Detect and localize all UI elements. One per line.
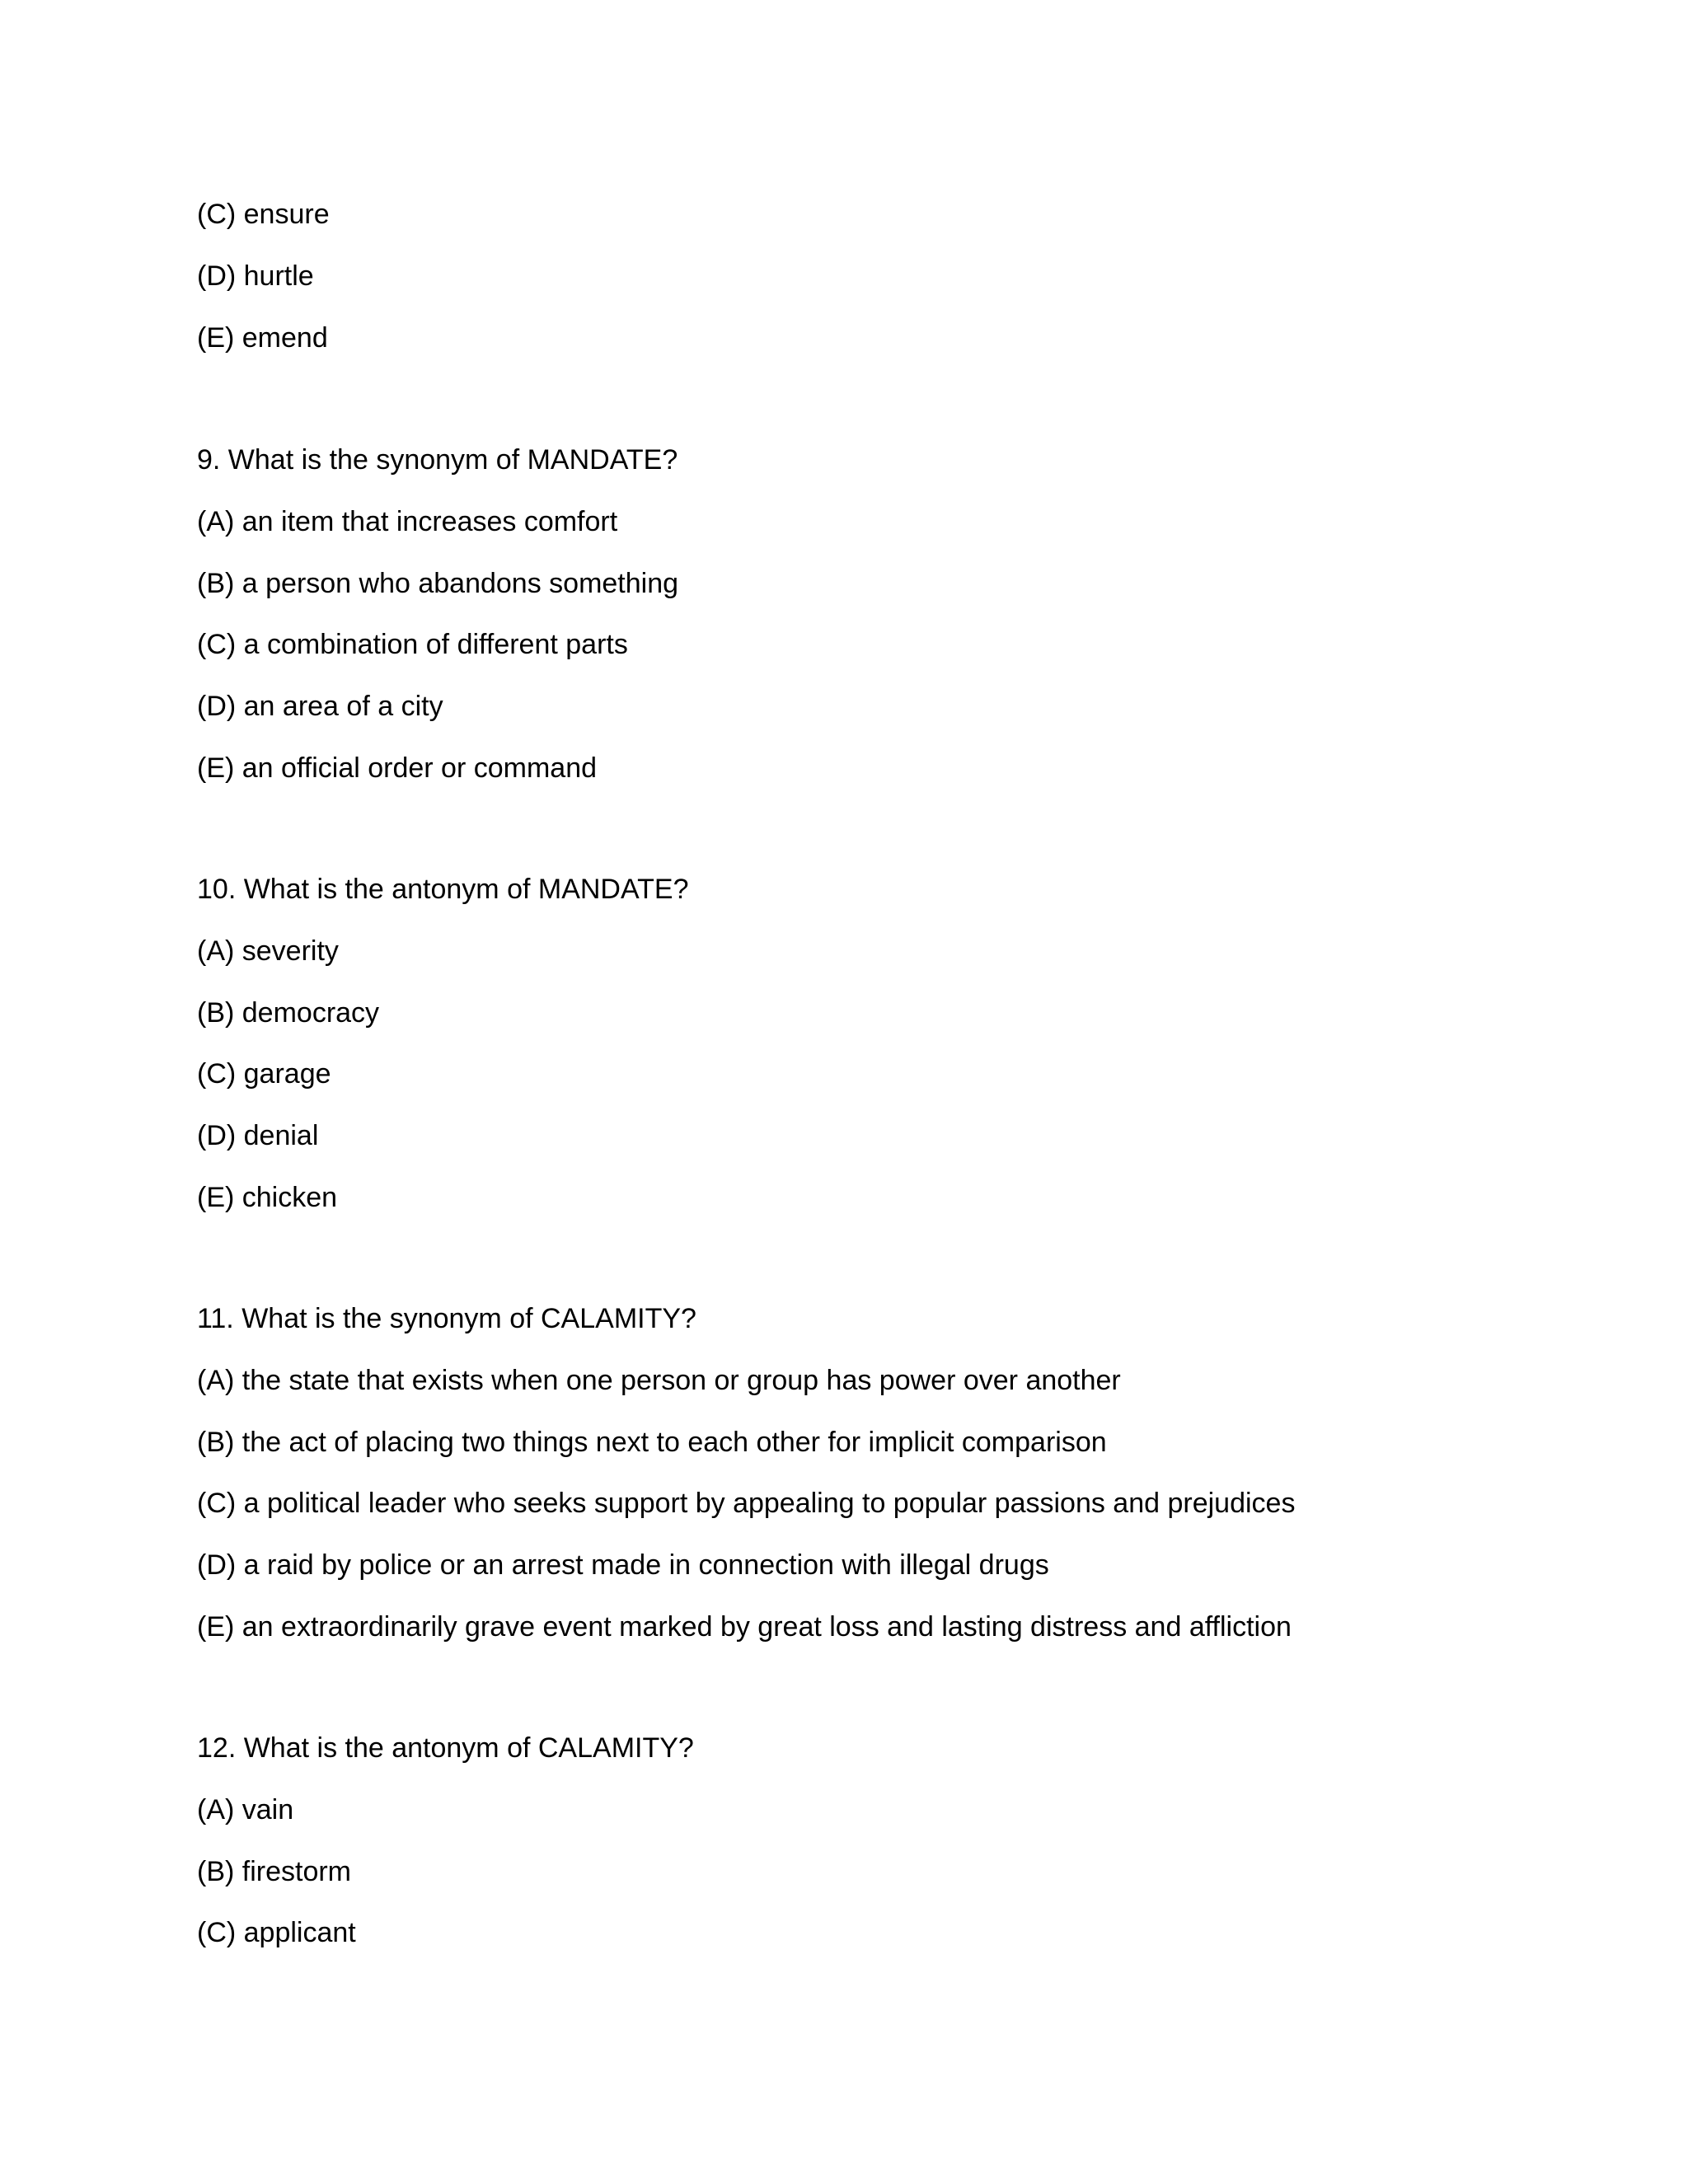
question-10-option-c: (C) garage [197, 1058, 331, 1090]
option-e-emend: (E) emend [197, 322, 328, 354]
question-11-option-d: (D) a raid by police or an arrest made in connection with illegal drugs [197, 1549, 1049, 1581]
question-12-prompt: 12. What is the antonym of CALAMITY? [197, 1732, 694, 1764]
question-10-option-a: (A) severity [197, 935, 339, 967]
question-12-option-a: (A) vain [197, 1794, 294, 1825]
question-11-option-a: (A) the state that exists when one person or group has power over another [197, 1365, 1121, 1396]
question-9-option-a: (A) an item that increases comfort [197, 506, 618, 537]
question-11-option-e: (E) an extraordinarily grave event marked by great loss and lasting distress and affliction [197, 1611, 1292, 1643]
option-d-hurtle: (D) hurtle [197, 260, 314, 292]
question-9-prompt: 9. What is the synonym of MANDATE? [197, 444, 678, 476]
question-11-option-c: (C) a political leader who seeks support by appealing to popular passions and prejudices [197, 1488, 1296, 1519]
question-12-option-b: (B) firestorm [197, 1856, 351, 1887]
option-c-ensure: (C) ensure [197, 199, 330, 230]
question-10-option-d: (D) denial [197, 1120, 319, 1151]
question-9-option-b: (B) a person who abandons something [197, 568, 679, 599]
question-9-option-c: (C) a combination of different parts [197, 629, 628, 660]
question-9-option-e: (E) an official order or command [197, 752, 598, 784]
question-11-prompt: 11. What is the synonym of CALAMITY? [197, 1303, 696, 1334]
question-10-option-e: (E) chicken [197, 1182, 338, 1213]
question-9-option-d: (D) an area of a city [197, 691, 443, 722]
question-11-option-b: (B) the act of placing two things next to each other for implicit comparison [197, 1427, 1107, 1458]
question-10-prompt: 10. What is the antonym of MANDATE? [197, 874, 689, 905]
question-10-option-b: (B) democracy [197, 997, 380, 1029]
question-12-option-c: (C) applicant [197, 1917, 356, 1948]
